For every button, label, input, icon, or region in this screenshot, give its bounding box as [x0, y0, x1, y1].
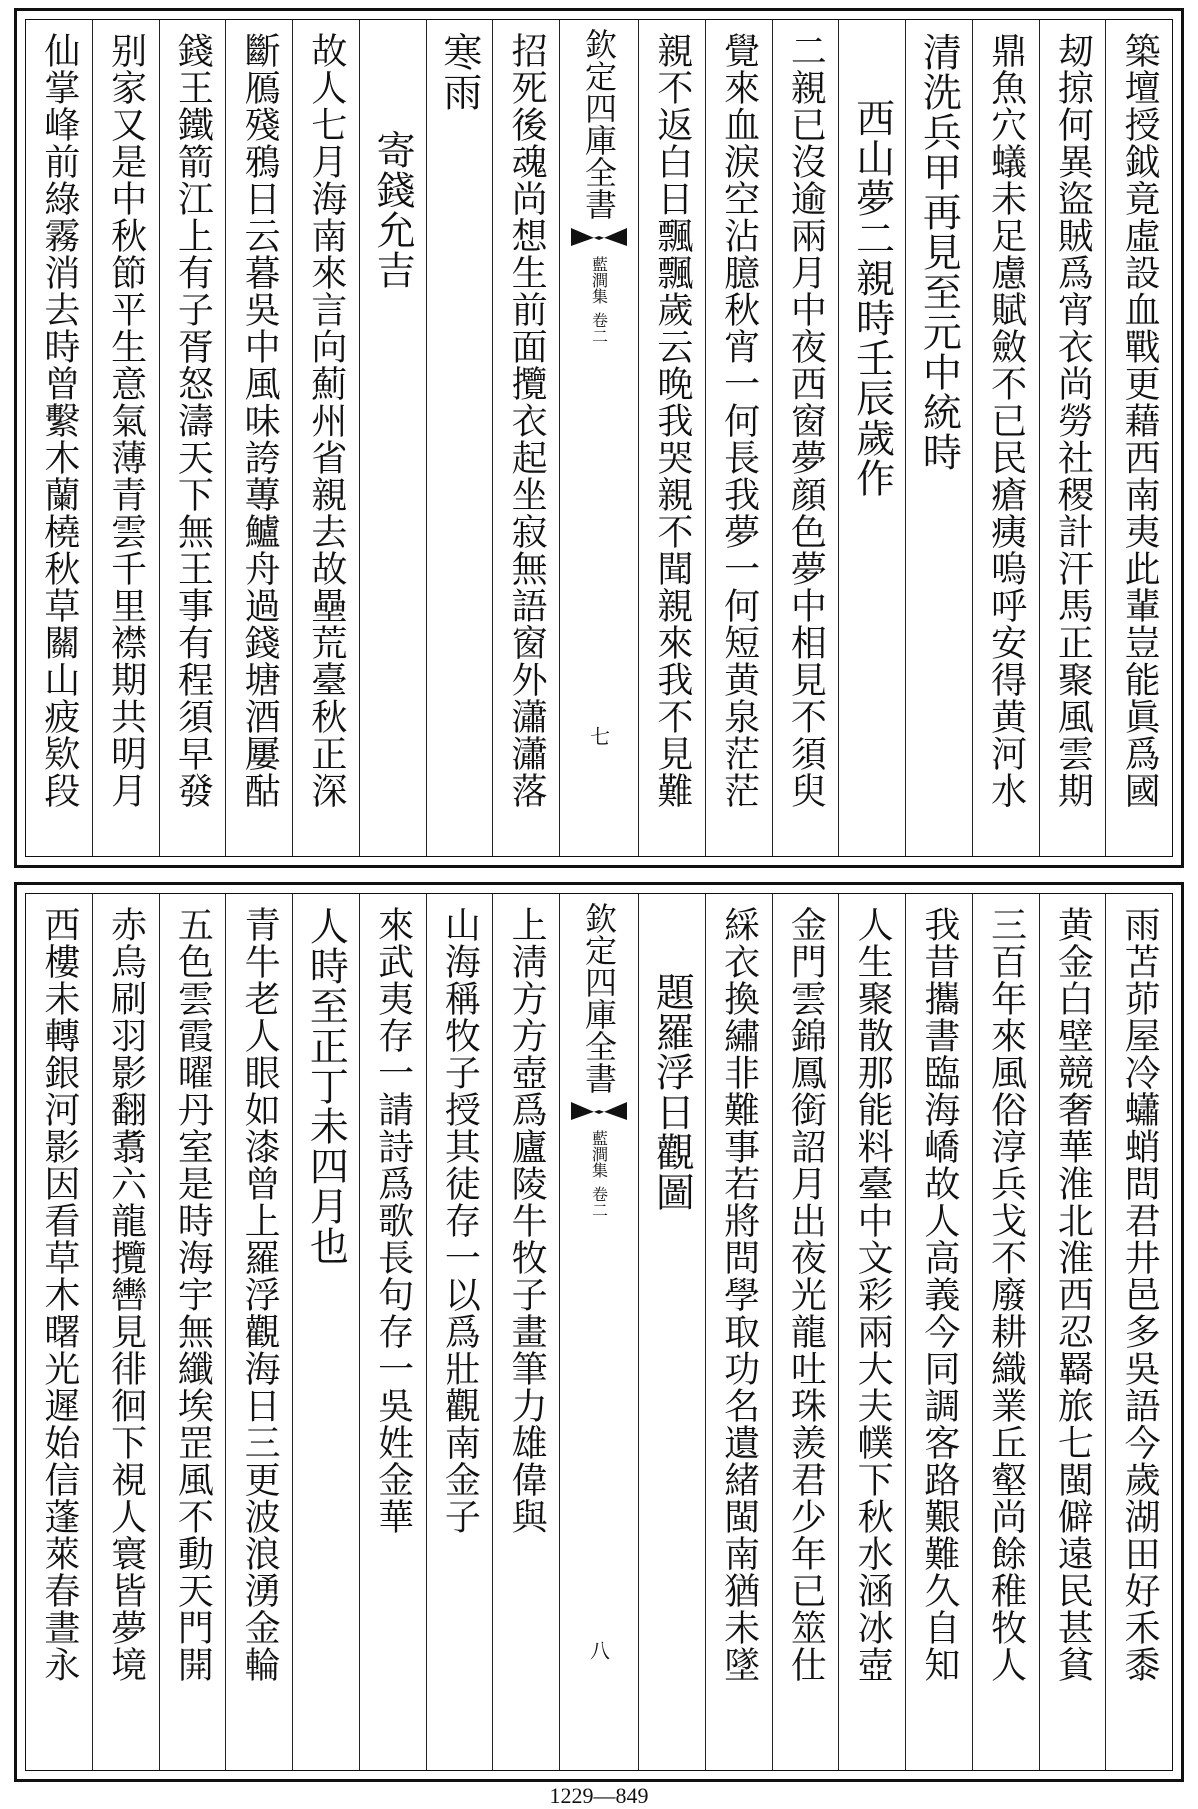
- column-text: 西樓未轉銀河影因看草木曙光遲始信蓬萊春晝永: [38, 906, 80, 1683]
- collection-header: 欽定四庫全書: [580, 28, 618, 220]
- text-column: [905, 894, 972, 1770]
- column-text: 綵衣換繡非難事若將問學取功名遺緒閩南猶未墜: [718, 906, 760, 1683]
- text-column: [292, 894, 359, 1770]
- column-text: 五色雲霞曜丹室是時海宇無纖埃罡風不動天門開: [172, 906, 214, 1683]
- top-page: [14, 8, 1184, 868]
- column-text: 故人七月海南來言向薊州省親去故壘荒臺秋正深: [305, 32, 347, 809]
- column-text: 築壇授鉞竟虛設血戰更藉西南夷此輩豈能眞爲國: [1119, 32, 1161, 809]
- text-column: [705, 894, 772, 1770]
- column-text: 雨苫茆屋冷蠨蛸問君井邑多吳語今歲湖田好禾黍: [1119, 906, 1161, 1683]
- text-column: [225, 20, 292, 856]
- collection-header: 欽定四庫全書: [580, 902, 618, 1094]
- text-column: [492, 20, 559, 856]
- text-column: [159, 894, 226, 1770]
- text-column: [638, 20, 705, 856]
- text-column: [705, 20, 772, 856]
- book-title: 藍澗集: [589, 1130, 609, 1178]
- text-column: [26, 894, 92, 1770]
- volume-label: 卷二: [589, 312, 609, 344]
- text-column: [426, 20, 493, 856]
- fish-tail-mark-icon: [569, 226, 629, 248]
- column-text: 鼎魚穴蟻未足慮賦斂不已民瘡痍嗚呼安得黄河水: [985, 32, 1027, 809]
- column-text: 寒雨: [436, 32, 482, 112]
- page-number: 八: [586, 1640, 611, 1660]
- top-page-frame: [25, 19, 1173, 857]
- page-footer-code: 1229—849: [549, 1783, 649, 1808]
- book-title-group: [588, 1130, 611, 1218]
- column-text: 人生聚散那能料臺中文彩兩大夫幞下秋水涵冰壺: [852, 906, 894, 1683]
- text-column: [92, 894, 159, 1770]
- text-column: [1105, 20, 1172, 856]
- text-column: [292, 20, 359, 856]
- column-text: 仙掌峰前綠霧消去時曾繫木蘭橈秋草關山疲欵段: [38, 32, 80, 809]
- poem-title: 題羅浮日觀圖: [649, 972, 695, 1212]
- fish-tail-mark-icon: [569, 1100, 629, 1122]
- poem-title-column: [638, 894, 705, 1770]
- column-text: 招死後魂尚想生前面攬衣起坐寂無語窗外瀟瀟落: [506, 32, 548, 809]
- poem-title-column: [838, 20, 905, 856]
- text-column: [492, 894, 559, 1770]
- column-text: 刼掠何異盜賊爲宵衣尚勞社稷計汗馬正聚風雲期: [1052, 32, 1094, 809]
- text-column: [972, 20, 1039, 856]
- column-text: 斷鴈殘鴉日云暮吳中風味誇蓴鱸舟過錢塘酒屢酤: [239, 32, 281, 809]
- book-title: 藍澗集: [589, 256, 609, 304]
- poem-title: 西山夢二親時壬辰歲作: [849, 98, 895, 498]
- column-text: 赤烏刷羽影翻翥六龍攬轡見徘徊下視人寰皆夢境: [105, 906, 147, 1683]
- text-column: [1105, 894, 1172, 1770]
- column-text: 我昔攜書臨海嶠故人高義今同調客路艱難久自知: [918, 906, 960, 1683]
- center-margin-strip: [559, 20, 638, 856]
- text-column: [426, 894, 493, 1770]
- column-text: 人時至正丁未四月也: [303, 906, 349, 1266]
- text-column: [359, 894, 426, 1770]
- text-column: [26, 20, 92, 856]
- column-text: 二親已沒逾兩月中夜西窗夢顔色夢中相見不須臾: [785, 32, 827, 809]
- column-text: 青牛老人眼如漆曾上羅浮觀海日三更波浪湧金輪: [239, 906, 281, 1683]
- text-column: [92, 20, 159, 856]
- column-text: 親不返白日飄飄歲云晚我哭親不聞親來我不見難: [651, 32, 693, 809]
- text-column: [972, 894, 1039, 1770]
- column-text: 黄金白壁競奢華淮北淮西忍羇旅七閩僻遠民甚貧: [1052, 906, 1094, 1683]
- poem-title-column: [359, 20, 426, 856]
- column-text: 清洗兵甲再見至元中統時: [916, 32, 962, 472]
- center-margin-strip: [559, 894, 638, 1770]
- text-column: [772, 894, 839, 1770]
- text-column: [905, 20, 972, 856]
- column-text: 金門雲錦鳳銜詔月出夜光龍吐珠羨君少年已筮仕: [785, 906, 827, 1683]
- text-column: [838, 894, 905, 1770]
- text-column: [1039, 894, 1106, 1770]
- column-text: 上淸方方壺爲廬陵牛牧子畫筆力雄偉與: [506, 906, 548, 1535]
- column-text: 三百年來風俗淳兵戈不廢耕織業丘壑尚餘稚牧人: [985, 906, 1027, 1683]
- text-column: [159, 20, 226, 856]
- text-column: [225, 894, 292, 1770]
- column-text: 覺來血淚空沾臆秋宵一何長我夢一何短黄泉茫茫: [718, 32, 760, 809]
- bottom-page-frame: [25, 893, 1173, 1771]
- book-title-group: [588, 256, 611, 344]
- column-text: 山海稱牧子授其徒存一以爲壯觀南金子: [439, 906, 481, 1535]
- column-text: 來武夷存一請詩爲歌長句存一吳姓金華: [372, 906, 414, 1535]
- page-number: 七: [586, 726, 611, 746]
- text-column: [772, 20, 839, 856]
- volume-label: 卷二: [589, 1186, 609, 1218]
- column-text: 錢王鐵箭江上有子胥怒濤天下無王事有程須早發: [172, 32, 214, 809]
- bottom-page: [14, 882, 1184, 1782]
- text-column: [1039, 20, 1106, 856]
- poem-title: 寄錢允吉: [370, 130, 416, 290]
- column-text: 别家又是中秋節平生意氣薄青雲千里襟期共明月: [105, 32, 147, 809]
